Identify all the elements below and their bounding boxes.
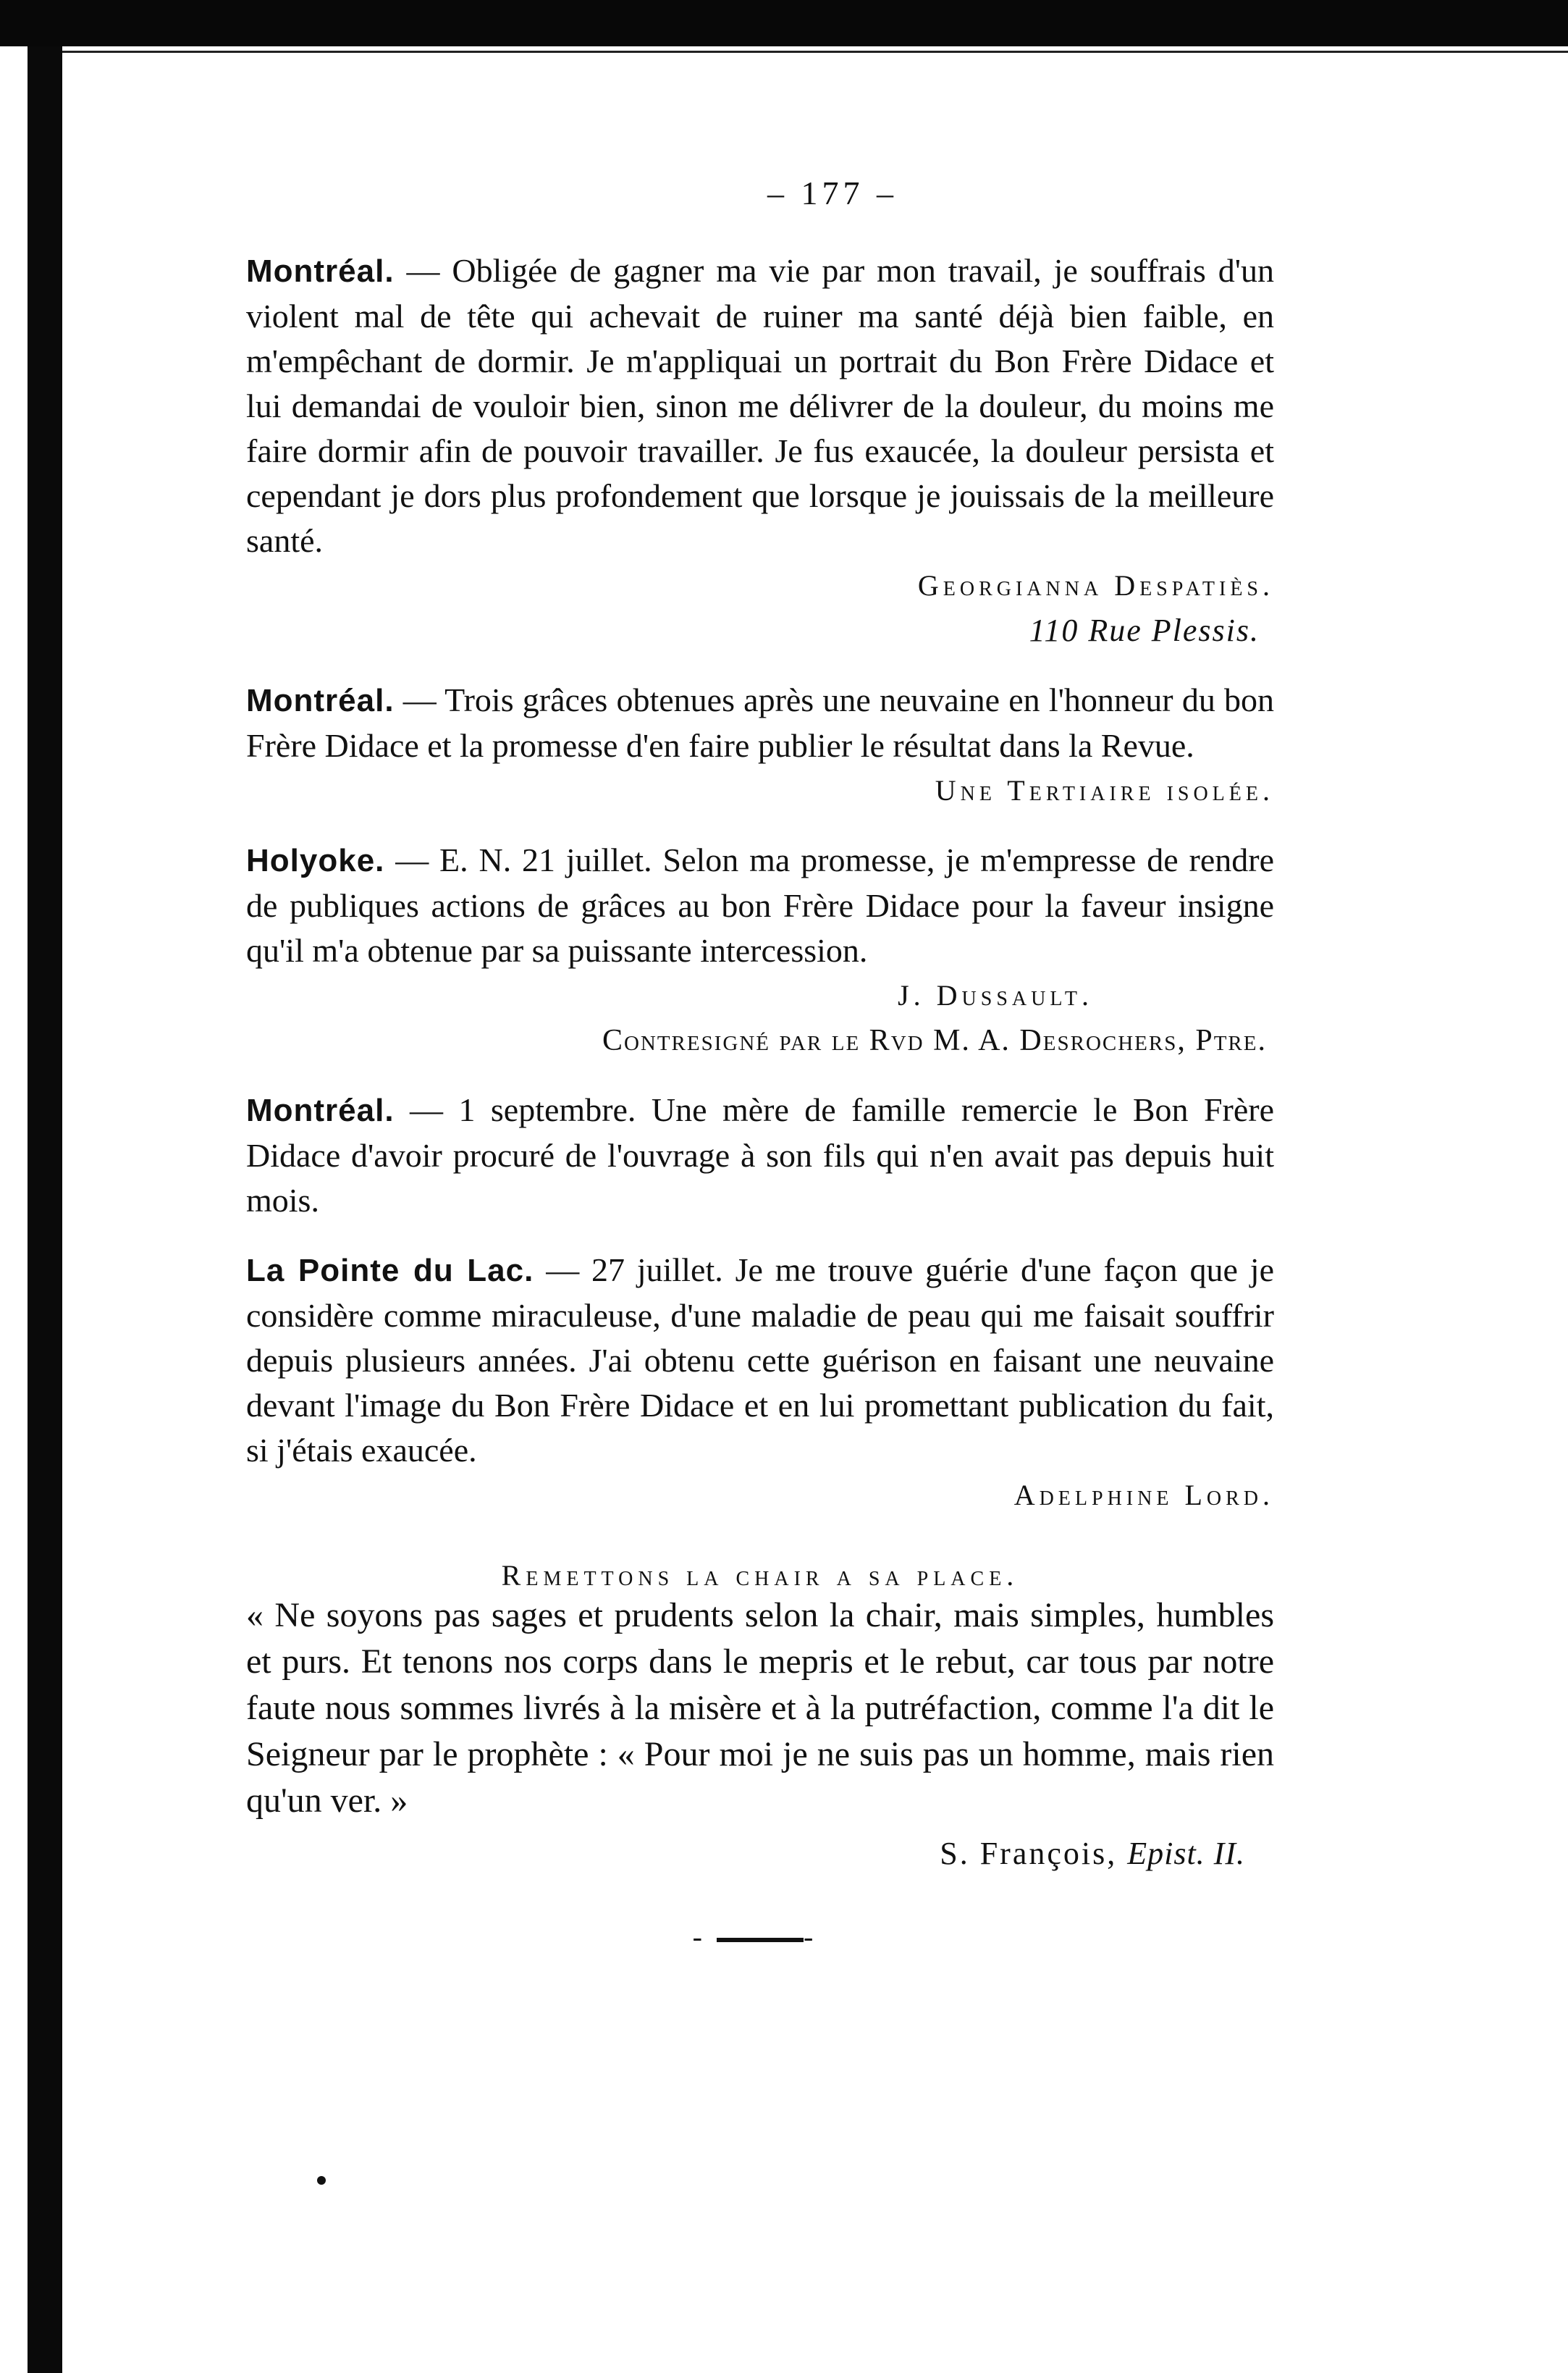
entry-paragraph bbox=[246, 838, 1274, 973]
page-number: – 177 – bbox=[767, 175, 898, 211]
quote-text: « Ne soyons pas sages et prudents selon la chair, mais simples, humbles et purs. Et tenons nos corps dans le mepris et le rebut, car tous par notre faute nous sommes livrés à la misère et à la putréfaction, comme l'a dit le Seigneur par le prophète : « Pour moi je ne suis pas un homme, mais rien qu'un ver. » bbox=[246, 1596, 1274, 1820]
entry-place: Montréal. bbox=[246, 1093, 395, 1128]
entry-paragraph bbox=[246, 248, 1274, 563]
entry-place: Montréal. bbox=[246, 253, 395, 289]
entry-signature: J. Dussault. bbox=[898, 979, 1093, 1012]
entry-countersign: Contresigné par le Rvd M. A. Desrochers, Ptre. bbox=[602, 1024, 1267, 1057]
entry-pointe-du-lac bbox=[246, 1248, 1274, 1518]
quote-source: Epist. II. bbox=[1127, 1836, 1245, 1871]
entry-paragraph bbox=[246, 678, 1274, 768]
entry-paragraph bbox=[246, 1248, 1274, 1473]
entry-signature: Adelphine Lord. bbox=[1013, 1479, 1274, 1511]
entry-place: La Pointe du Lac. bbox=[246, 1253, 534, 1288]
entry-montreal-1 bbox=[246, 248, 1274, 653]
entry-montreal-3 bbox=[246, 1088, 1274, 1223]
scan-edge-line bbox=[62, 51, 1568, 53]
quote-attribution bbox=[246, 1828, 1274, 1879]
scan-border-left bbox=[28, 46, 62, 2373]
stray-dot bbox=[317, 2176, 326, 2185]
entry-address: 110 Rue Plessis. bbox=[1029, 613, 1260, 648]
quote-block bbox=[246, 1592, 1274, 1879]
document-page bbox=[246, 174, 1274, 1954]
entry-text: — Trois grâces obtenues après une neuvaine en l'honneur du bon Frère Didace et la promesse d'en faire publier le résultat dans la Revue. bbox=[246, 681, 1274, 764]
entry-text: — E. N. 21 juillet. Selon ma promesse, je m'empresse de rendre de publiques actions de grâces au bon Frère Didace pour la faveur insigne qu'il m'a obtenue par sa puissante intercession. bbox=[246, 841, 1274, 969]
scan-border-top bbox=[0, 0, 1568, 46]
quote-author: S. François, bbox=[940, 1836, 1118, 1871]
quote-title: Remettons la chair a sa place. bbox=[501, 1559, 1019, 1592]
entry-place: Holyoke. bbox=[246, 843, 385, 878]
entry-montreal-2 bbox=[246, 678, 1274, 813]
entry-holyoke bbox=[246, 838, 1274, 1063]
entry-place: Montréal. bbox=[246, 683, 395, 718]
entry-text: — Obligée de gagner ma vie par mon travail, je souffrais d'un violent mal de tête qui achevait de ruiner ma santé déjà bien faible, en m'empêchant de dormir. Je m'appliquai un portrait du Bon Frère Didace et lui demandai de vouloir bien, sinon me délivrer de la douleur, du moins me faire dormir afin de pouvoir travailler. Je fus exaucée, la douleur persista et cependant je dors plus profondement que lorsque je jouissais de la meilleure santé. bbox=[246, 252, 1274, 559]
entry-text: — 1 septembre. Une mère de famille remercie le Bon Frère Didace d'avoir procuré de l'ouvrage à son fils qui n'en avait pas depuis huit mois. bbox=[246, 1091, 1274, 1219]
entry-signature: Georgianna Despatiès. bbox=[917, 569, 1274, 602]
section-ornament: - - bbox=[692, 1920, 828, 1953]
entry-paragraph bbox=[246, 1088, 1274, 1223]
entry-text: — 27 juillet. Je me trouve guérie d'une façon que je considère comme miraculeuse, d'une maladie de peau qui me faisait souffrir depuis plusieurs années. J'ai obtenu cette guérison en faisant une neuvaine devant l'image du Bon Frère Didace et en lui promettant publication du fait, si j'étais exaucée. bbox=[246, 1251, 1274, 1469]
entry-signature: Une Tertiaire isolée. bbox=[935, 774, 1274, 807]
